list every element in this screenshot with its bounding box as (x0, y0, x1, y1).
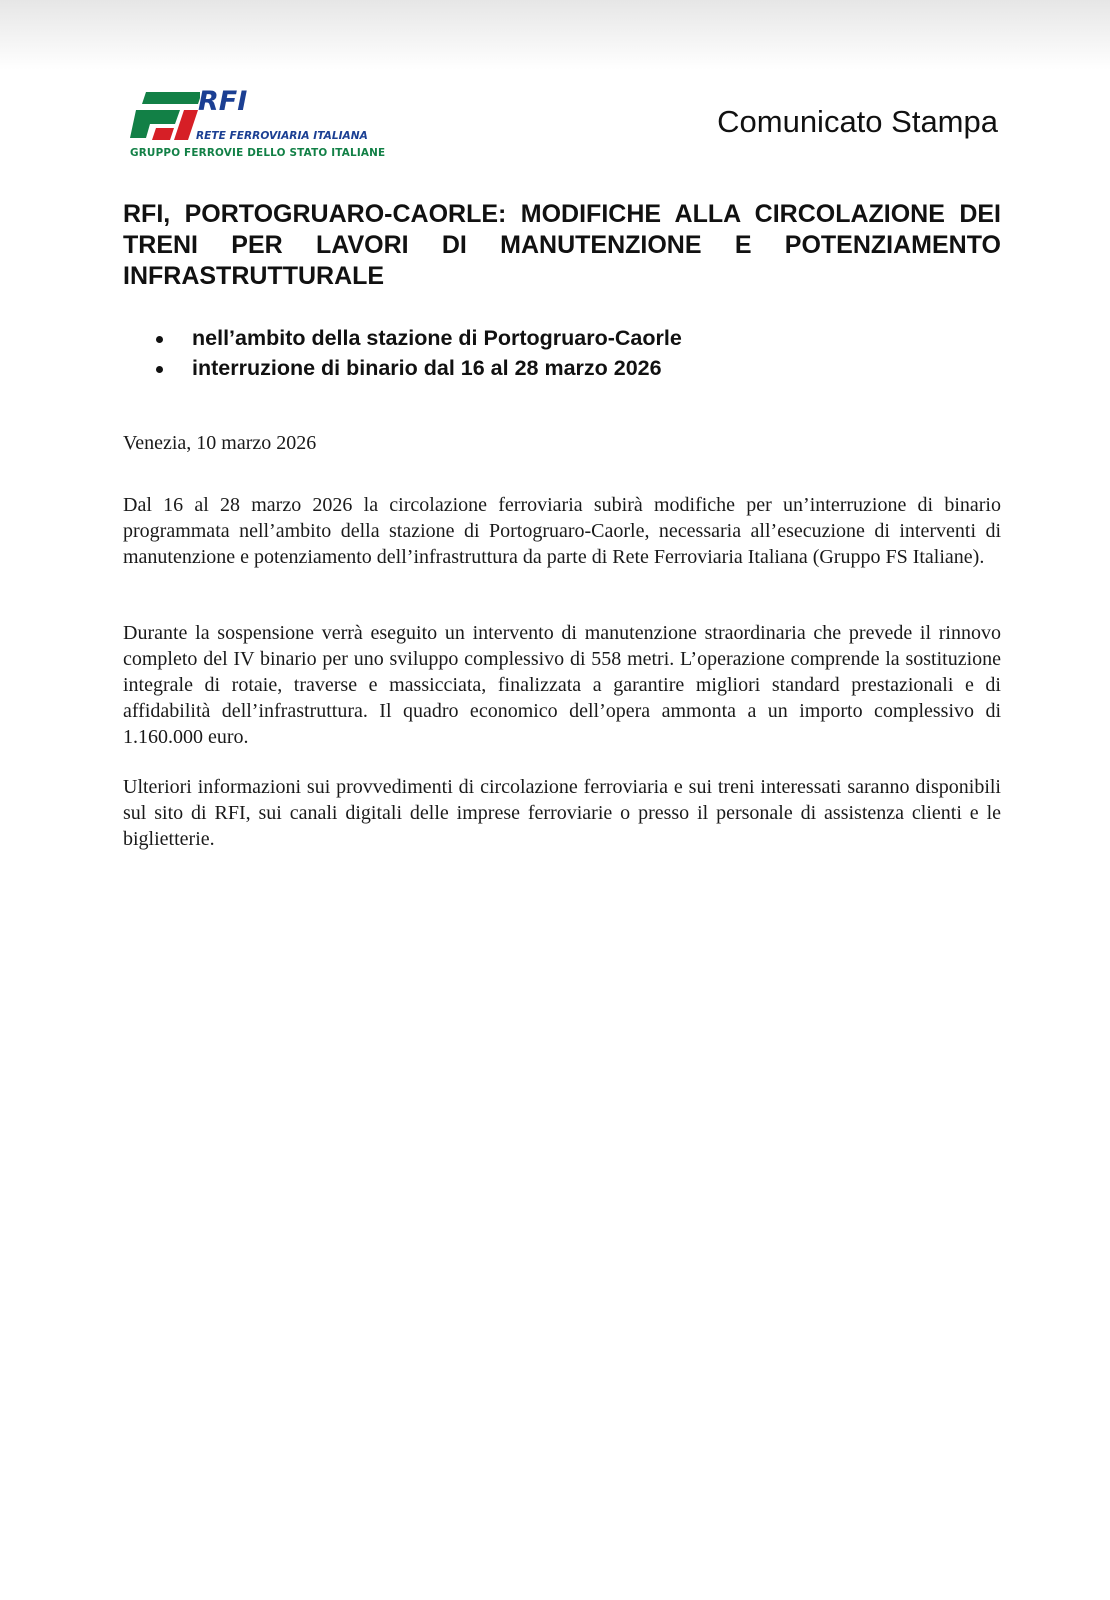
logo-group-name: GRUPPO FERROVIE DELLO STATO ITALIANE (130, 147, 386, 159)
body-paragraph: Ulteriori informazioni sui provvedimenti di circolazione ferroviaria e sui treni interessati saranno disponibili sul sito di RFI, sui canali digitali delle imprese ferroviarie o presso il personale di assistenza clienti e le biglietterie. (123, 776, 1001, 850)
highlight-item (123, 353, 993, 383)
document-type: Comunicato Stampa (717, 104, 998, 139)
highlight-text: nell’ambito della stazione di Portogruaro-Caorle (192, 326, 682, 350)
logo-company-name: RETE FERROVIARIA ITALIANA (196, 130, 368, 142)
highlight-item (123, 323, 993, 353)
bullet-icon (156, 336, 163, 343)
bullet-icon (156, 366, 163, 373)
press-release-title: RFI, PORTOGRUARO-CAORLE: MODIFICHE ALLA CIRCOLAZIONE DEI TRENI PER LAVORI DI MANUTENZIONE E POTENZIAMENTO INFRASTRUTTURALE (123, 200, 1001, 290)
fs-emblem-icon (128, 86, 200, 146)
dateline: Venezia, 10 marzo 2026 (123, 432, 317, 454)
logo-brand: RFI (198, 86, 248, 117)
body-paragraph: Dal 16 al 28 marzo 2026 la circolazione ferroviaria subirà modifiche per un’interruzione di binario programmata nell’ambito della stazione di Portogruaro-Caorle, necessaria all’esecuzione di interventi di manutenzione e potenziamento dell’infrastruttura da parte di Rete Ferroviaria Italiana (Gruppo FS Italiane). (123, 494, 1001, 568)
highlights-list (123, 323, 993, 383)
rfi-logo (128, 86, 408, 166)
body-paragraph: Durante la sospensione verrà eseguito un intervento di manutenzione straordinaria che prevede il rinnovo completo del IV binario per uno sviluppo complessivo di 558 metri. L’operazione comprende la sostituzione integrale di rotaie, traverse e massicciata, finalizzata a garantire migliori standard prestazionali e di affidabilità dell’infrastruttura. Il quadro economico dell’opera ammonta a un importo complessivo di 1.160.000 euro. (123, 622, 1001, 748)
highlight-text: interruzione di binario dal 16 al 28 marzo 2026 (192, 356, 662, 380)
